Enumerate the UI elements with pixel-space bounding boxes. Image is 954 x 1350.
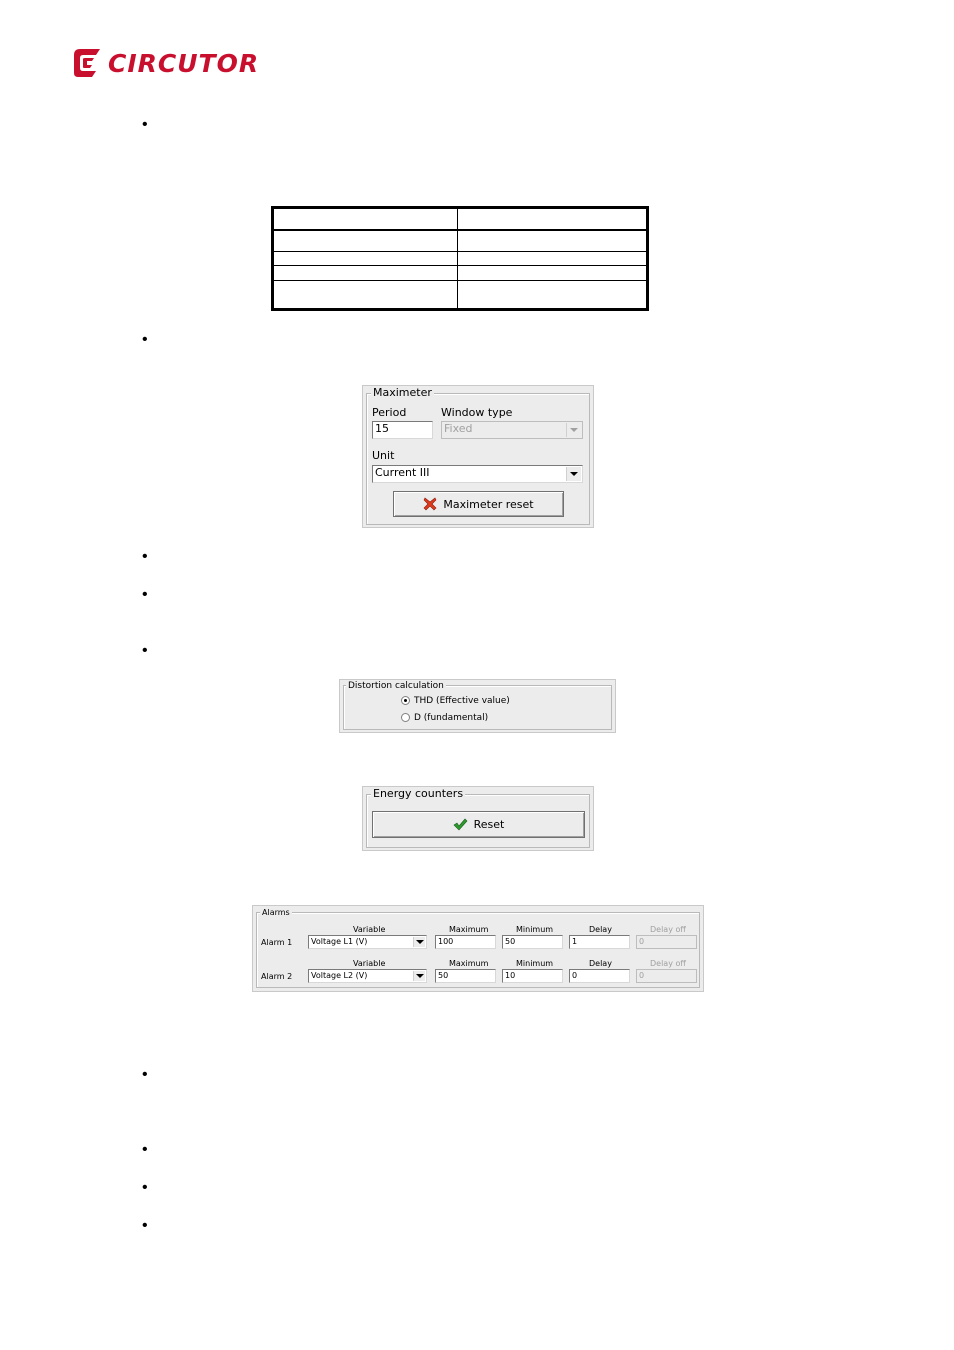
alarm-2-minimum-input[interactable]: 10 bbox=[502, 969, 563, 983]
maximeter-legend: Maximeter bbox=[373, 386, 432, 399]
table-cell bbox=[458, 208, 648, 230]
bullet: • bbox=[142, 1179, 148, 1196]
data-table bbox=[271, 206, 649, 311]
maximeter-panel bbox=[362, 385, 594, 528]
bullet: • bbox=[142, 116, 148, 133]
brand-logo bbox=[72, 46, 259, 80]
alarm-1-delay-off-input[interactable]: 0 bbox=[636, 935, 697, 949]
period-input[interactable]: 15 bbox=[372, 421, 433, 439]
bullet: • bbox=[142, 586, 148, 603]
table-cell bbox=[273, 208, 458, 230]
circutor-logo-icon bbox=[72, 46, 104, 80]
delay-header: Delay bbox=[589, 925, 612, 934]
table-cell bbox=[273, 230, 458, 252]
d-fundamental-label[interactable]: D (fundamental) bbox=[414, 713, 489, 723]
distortion-legend: Distortion calculation bbox=[348, 681, 444, 691]
x-icon bbox=[423, 497, 437, 511]
window-type-select[interactable] bbox=[441, 421, 583, 439]
window-type-value: Fixed bbox=[444, 422, 473, 435]
table-cell bbox=[458, 280, 648, 309]
bullet: • bbox=[142, 548, 148, 565]
bullet: • bbox=[142, 642, 148, 659]
alarm-2-variable-value: Voltage L2 (V) bbox=[311, 971, 368, 980]
variable-header: Variable bbox=[353, 925, 386, 934]
alarm-1-label: Alarm 1 bbox=[261, 938, 293, 947]
bullet: • bbox=[142, 331, 148, 348]
table-row bbox=[273, 251, 648, 266]
period-label: Period bbox=[372, 406, 407, 419]
bullet: • bbox=[142, 1066, 148, 1083]
thd-radio[interactable] bbox=[401, 696, 410, 705]
check-icon bbox=[453, 818, 468, 831]
window-type-label: Window type bbox=[441, 406, 513, 419]
chevron-down-icon bbox=[413, 971, 425, 981]
alarm-1-minimum-input[interactable]: 50 bbox=[502, 935, 563, 949]
alarm-1-variable-select[interactable] bbox=[308, 935, 427, 949]
alarm-2-variable-select[interactable] bbox=[308, 969, 427, 983]
bullet: • bbox=[142, 1141, 148, 1158]
energy-reset-label: Reset bbox=[473, 818, 505, 831]
energy-reset-button[interactable] bbox=[372, 811, 585, 838]
table-row bbox=[273, 230, 648, 252]
thd-label[interactable]: THD (Effective value) bbox=[414, 696, 510, 706]
alarms-legend: Alarms bbox=[262, 908, 290, 917]
alarm-1-delay-input[interactable]: 1 bbox=[569, 935, 630, 949]
minimum-header: Minimum bbox=[516, 959, 554, 968]
chevron-down-icon bbox=[413, 937, 425, 947]
unit-select[interactable] bbox=[372, 465, 583, 483]
table-cell bbox=[273, 280, 458, 309]
unit-value: Current III bbox=[375, 466, 430, 479]
d-fundamental-radio[interactable] bbox=[401, 713, 410, 722]
maximum-header: Maximum bbox=[449, 959, 489, 968]
table-cell bbox=[458, 266, 648, 281]
unit-label: Unit bbox=[372, 449, 395, 462]
table-cell bbox=[458, 251, 648, 266]
minimum-header: Minimum bbox=[516, 925, 554, 934]
delay-off-header: Delay off bbox=[650, 925, 686, 934]
variable-header: Variable bbox=[353, 959, 386, 968]
energy-counters-legend: Energy counters bbox=[373, 787, 464, 800]
alarms-panel bbox=[252, 905, 704, 992]
alarm-2-delay-off-input[interactable]: 0 bbox=[636, 969, 697, 983]
alarm-2-label: Alarm 2 bbox=[261, 972, 293, 981]
maximeter-reset-button[interactable] bbox=[393, 491, 564, 517]
bullet: • bbox=[142, 1217, 148, 1234]
table-cell bbox=[273, 266, 458, 281]
table-cell bbox=[458, 230, 648, 252]
energy-counters-panel bbox=[362, 786, 594, 851]
alarm-2-delay-input[interactable]: 0 bbox=[569, 969, 630, 983]
delay-header: Delay bbox=[589, 959, 612, 968]
alarm-1-maximum-input[interactable]: 100 bbox=[435, 935, 496, 949]
table-row bbox=[273, 280, 648, 309]
distortion-panel bbox=[339, 679, 616, 733]
maximum-header: Maximum bbox=[449, 925, 489, 934]
delay-off-header: Delay off bbox=[650, 959, 686, 968]
table-row bbox=[273, 208, 648, 230]
brand-name: CIRCUTOR bbox=[108, 48, 260, 78]
table-row bbox=[273, 266, 648, 281]
chevron-down-icon bbox=[566, 467, 581, 481]
table-cell bbox=[273, 251, 458, 266]
chevron-down-icon bbox=[566, 423, 581, 437]
maximeter-reset-label: Maximeter reset bbox=[443, 497, 534, 511]
alarm-2-maximum-input[interactable]: 50 bbox=[435, 969, 496, 983]
alarm-1-variable-value: Voltage L1 (V) bbox=[311, 937, 368, 946]
